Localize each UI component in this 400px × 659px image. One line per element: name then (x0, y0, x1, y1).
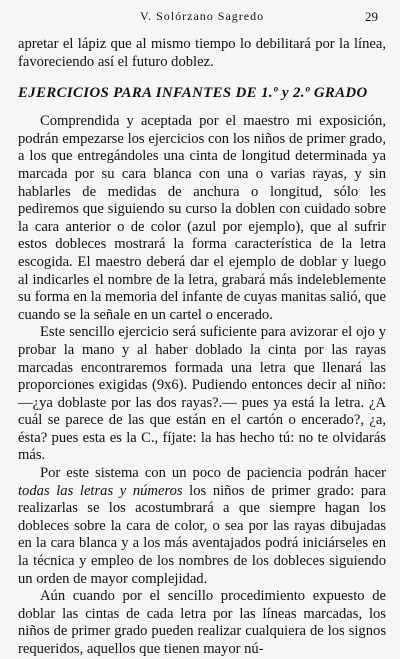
running-title: V. Solórzano Sagredo (140, 9, 265, 23)
paragraph: Comprendida y aceptada por el maestro mi exposición, podrán empezarse los ejercicios con los niños de primer grado, a los que entregándoles una cinta de longitud determinada ya marcada por su cara blanca con una o varias rayas, y sin hablarles de medidas de anchura o longitud, sólo les pediremos que siguiendo su curso la doblen con cuidado sobre la cara anterior o de color (azul por ejemplo), que al sufrir estos dobleces mostrará la forma característica de la letra escogida. El maestro deberá dar el ejemplo de doblar y luego al indicarles el nombre de la letra, grabará más indeleblemente su forma en la memoria del infante de cuyas manitas salió, que cuando se la señale en un cartel o encerado. (18, 113, 386, 323)
body-text (18, 36, 386, 659)
paragraph: Aún cuando por el sencillo procedimiento expuesto de doblar las cintas de cada letra por las líneas marcadas, los niños de primer grado pueden realizar cualquiera de los signos requeridos, aquellos que tienen mayor nú- (18, 588, 386, 657)
paragraph (18, 465, 386, 588)
paragraph-text: los niños de primer grado: para realizarlas se los acostumbrará a que siempre hagan los dobleces sobre la cara de color, o sea por las rayas dibujadas en la cara blanca y a los más aventajados podrá iniciárseles en la técnica y empleo de los nombres de los dobleces siguiendo un orden de mayor complejidad. (18, 482, 386, 587)
section-heading: EJERCICIOS PARA INFANTES DE 1.º y 2.º GRADO (18, 85, 368, 102)
opening-paragraph: apretar el lápiz que al mismo tiempo lo debilitará por la línea, favoreciendo así el futuro doblez. (18, 36, 386, 70)
paragraph: Este sencillo ejercicio será suficiente para avizorar el ojo y probar la mano y al haber doblado la cinta por las rayas marcadas encontraremos formada una letra que llenará las proporciones exigidas (9x6). Pudiendo entonces decir al niño:—¿ya doblaste por las dos rayas?.— pues ya está la letra. ¿A cuál se parece de las que están en el cartón o encerado?, ¿a, ésta? pues esta es la C., fíjate: la has hecho tú: no te olvidarás más. (18, 324, 386, 464)
emphasized-text: todas las letras y números (18, 482, 183, 499)
running-head (0, 9, 400, 25)
page-number: 29 (365, 9, 378, 24)
paragraph-text: Por este sistema con un poco de paciencia podrán hacer (40, 465, 386, 482)
